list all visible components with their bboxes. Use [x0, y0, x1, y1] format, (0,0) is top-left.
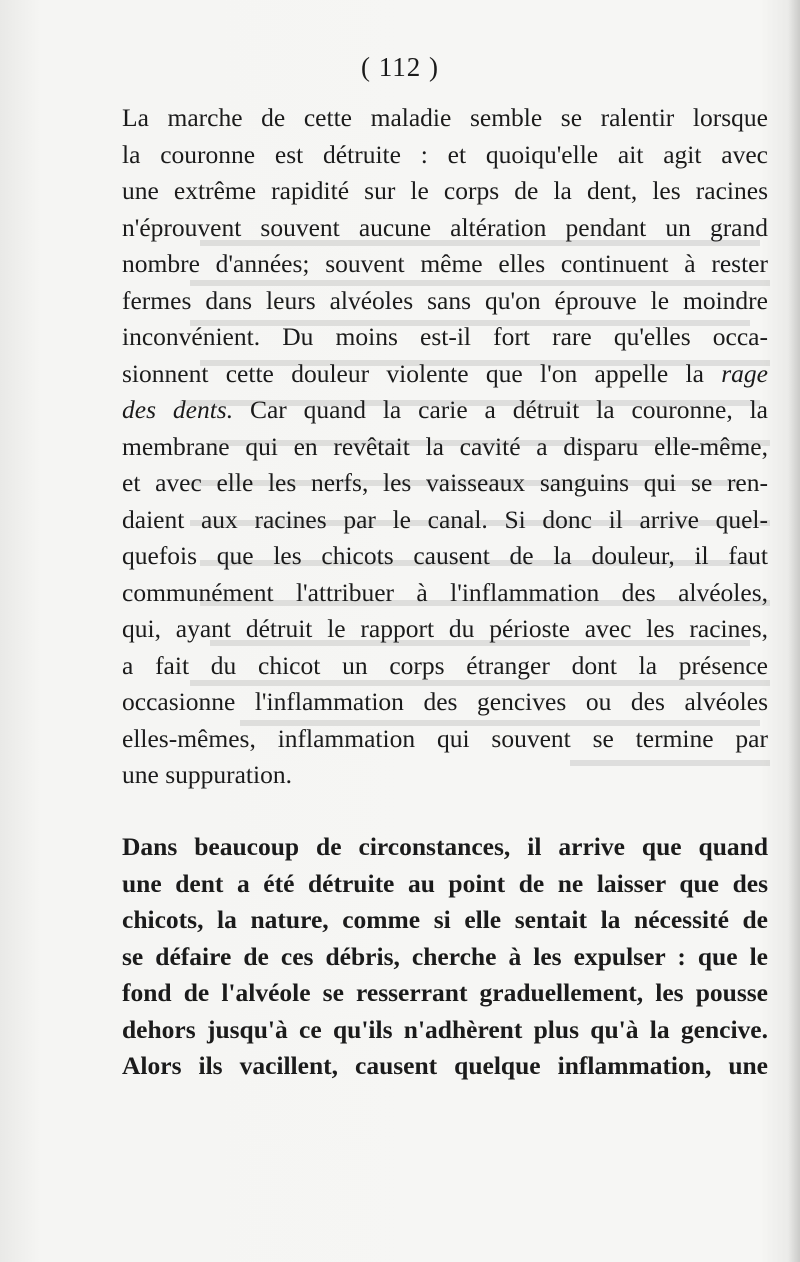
text-line: communément l'attribuer à l'inflammation des alvéoles,: [122, 577, 768, 607]
page-number: ( 112 ): [361, 52, 439, 82]
italic-word: rage: [721, 358, 768, 388]
text-line: quefois que les chicots causent de la douleur, il faut: [122, 541, 768, 570]
text-line: Dans beaucoup de circonstances, il arrive que quand: [122, 832, 768, 861]
text-line: une dent a été détruite au point de ne laisser que des: [122, 868, 768, 898]
text-line: fond de l'alvéole se resserrant graduellement, les pousse: [122, 978, 768, 1007]
paragraph-1: [122, 100, 768, 794]
text-line: la couronne est détruite : et quoiqu'elle ait agit avec: [122, 139, 768, 169]
text-line: n'éprouvent souvent aucune altération pendant un grand: [122, 212, 768, 242]
text-line-with-italic: [122, 356, 768, 393]
text-line: membrane qui en revêtait la cavité a disparu elle-même,: [122, 431, 768, 461]
page-edge-shadow: [788, 0, 800, 1262]
text-line: Alors ils vacillent, causent quelque inflammation, une: [122, 1051, 768, 1080]
italic-phrase: des dents.: [122, 395, 234, 424]
text-line: fermes dans leurs alvéoles sans qu'on éprouve le moindre: [122, 285, 768, 315]
text-line: une suppuration.: [122, 760, 292, 789]
text-line: et avec elle les nerfs, les vaisseaux sanguins qui se ren-: [122, 468, 768, 497]
text-line-with-italic: [122, 392, 768, 429]
text-segment: sionnent cette douleur violente que l'on appelle la: [122, 358, 722, 388]
text-line: se défaire de ces débris, cherche à les expulser : que le: [122, 941, 768, 971]
text-line: elles-mêmes, inflammation qui souvent se termine par: [122, 723, 768, 753]
text-line: a fait du chicot un corps étranger dont la présence: [122, 650, 768, 680]
text-line: dehors jusqu'à ce qu'ils n'adhèrent plus qu'à la gencive.: [122, 1014, 768, 1044]
text-line: daient aux racines par le canal. Si donc il arrive quel-: [122, 504, 768, 534]
text-line: inconvénient. Du moins est-il fort rare qu'elles occa-: [122, 322, 768, 351]
text-segment: Car quand la carie a détruit la couronne, la: [233, 395, 768, 424]
text-line: chicots, la nature, comme si elle sentait la nécessité de: [122, 905, 768, 934]
text-line: nombre d'années; souvent même elles continuent à rester: [122, 249, 768, 278]
text-line: une extrême rapidité sur le corps de la dent, les racines: [122, 176, 768, 205]
text-line: qui, ayant détruit le rapport du périoste avec les racines,: [122, 614, 768, 643]
paragraph-2: [122, 828, 768, 1084]
text-line: La marche de cette maladie semble se ralentir lorsque: [122, 103, 768, 132]
text-line: occasionne l'inflammation des gencives ou des alvéoles: [122, 687, 768, 716]
